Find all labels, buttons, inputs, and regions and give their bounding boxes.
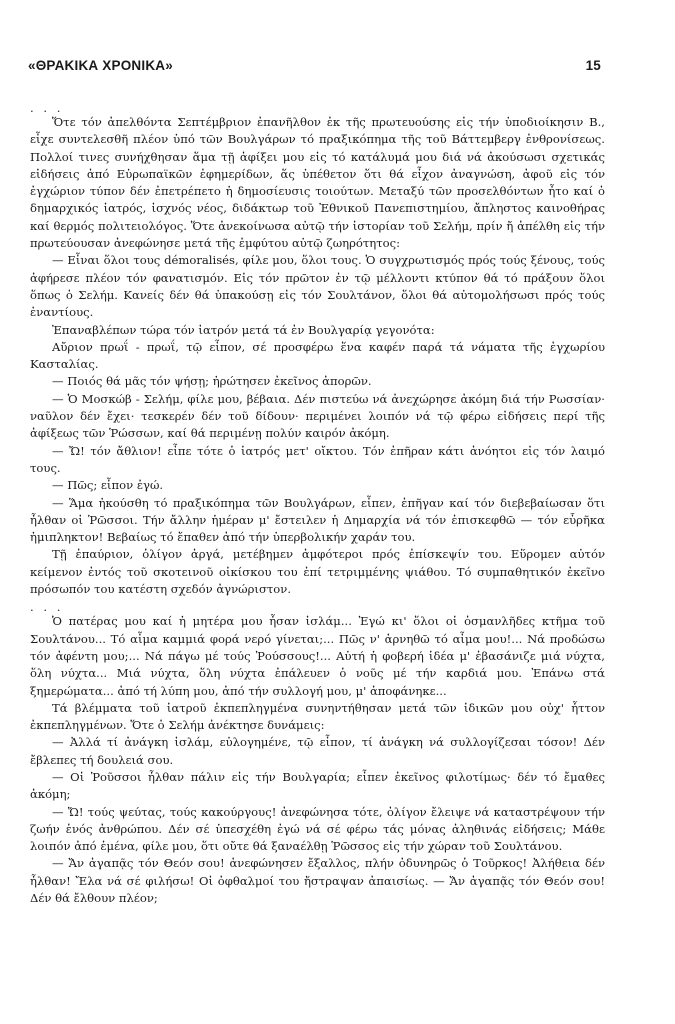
paragraph: Ὁ πατέρας μου καί ἡ μητέρα μου ἦσαν ἰσλάμ... Ἐγώ κι' ὅλοι οἱ ὀσμανλῆδες κτῆμα τοῦ Σουλτάνου... Τό αἷμα καμμιά φορά νερό γίνεται;... Πῶς ν' ἀρνηθῶ τό αἷμα μου!... Νά προδώσω τόν ἀφέντη μου;... Νά πάγω μέ τούς Ῥούσσους!... Αὐτή ἡ φοβερή ἰδέα μ' ἐβασάνιζε μιά νύχτα, ὅλη νύχτα... Μιά νύχτα, ὅλη νύχτα ἐπάλευεν ὁ νοῦς μέ τήν καρδιά μου. Ἐπάνω στά ξημερώματα... ἀπό τή λύπη μου, ἀπό τήν συλλογή μου, μ' ἀποφάνηκε... [30,614,605,698]
section-separator: . . . [30,101,64,115]
page-header [28,58,601,73]
journal-title: «ΘΡΑΚΙΚΑ ΧΡΟΝΙΚΑ» [28,58,173,73]
paragraph: Τῇ ἐπαύριον, ὀλίγον ἀργά, μετέβημεν ἀμφότεροι πρός ἐπίσκεψίν του. Εὕρομεν αὐτόν κείμενον ἐντός τοῦ σκοτεινοῦ οἰκίσκου του ἐπί τετριμμένης ψιάθου. Τό συμπαθητικόν ἐκεῖνο πρόσωπόν του κατέστη σχεδόν ἀγνώριστον. [30,547,605,597]
article-body [30,102,605,907]
section-separator: . . . [30,600,64,615]
paragraph: — Ὤ! τόν ἄθλιον! εἶπε τότε ὁ ἰατρός μετ' οἴκτου. Τόν ἐπῆραν κάτι ἀνόητοι εἰς τόν λαιμό τους. [30,443,605,475]
paragraph: Τά βλέμματα τοῦ ἰατροῦ ἐκπεπληγμένα συνηντήθησαν μετά τῶν ἰδικῶν μου οὐχ' ἧττον ἐκπεπληγμένων. Ὅτε ὁ Σελήμ ἀνέκτησε δυνάμεις: [30,700,605,733]
page-number: 15 [585,58,601,73]
paragraph: Αὔριον πρωΐ - πρωΐ, τῷ εἶπον, σέ προσφέρω ἕνα καφέν παρά τά νάματα τῆς ἐγχωρίου Κασταλίας. [30,339,605,372]
paragraph: Ὅτε τόν ἀπελθόντα Σεπτέμβριον ἐπανῆλθον ἐκ τῆς πρωτευούσης εἰς τήν ὑποδιοίκησιν Β., εἶχε συντελεσθῆ πλέον ὑπό τῶν Βουλγάρων τό πραξικόπημα τῆς τοῦ Βάττεμβεργ ἐνθρονίσεως. Πολλοί τινες συνήχθησαν ἅμα τῇ ἀφίξει μου εἰς τό κατάλυμά μου διά νά ἀκούσωσι σχετικάς εἰδήσεις ἀπό Εὐρωπαϊκῶν ἐφημερίδων, ἅς ὑπέθετον ὅτι θά εἶχον ἀναγνώση, ἀφοῦ εἰς τόν ἐγχώριον τύπον δέν ἐπετρέπετο ἡ δημοσίευσις τοιούτων. Μεταξύ τῶν προσελθόντων ἦτο καί ὁ δημαρχικός ἰατρός, ἰσχνός νέος, διδάκτωρ τοῦ Ἐθνικοῦ Πανεπιστημίου, ἄπληστος καινοθήρας καί θερμός πολιτειολόγος. Ὅτε ἀνεκοίνωσα αὐτῷ τήν ἱστορίαν τοῦ Σελήμ, πρίν ἤ ἀπέλθη εἰς τήν πρωτεύουσαν ἀνεφώνησε μετά τῆς ἐμφύτου αὐτῷ ζωηρότητος: [30,115,605,251]
paragraph: — Ἄν ἀγαπᾷς τόν Θεόν σου! ἀνεφώνησεν ἔξαλλος, πλήν ὀδυνηρῶς ὁ Τοῦρκος! Ἀλήθεια δέν ἦλθαν! Ἔλα νά σέ φιλήσω! Οἱ ὀφθαλμοί του ἤστραψαν ἀπαισίως. — Ἄν ἀγαπᾷς τόν Θεόν σου! Δέν θά ἔλθουν πλέον; [30,856,605,906]
paragraph: Ἐπαναβλέπων τώρα τόν ἰατρόν μετά τά ἐν Βουλγαρίᾳ γεγονότα: [52,322,435,337]
paragraph: — Ἅμα ἠκούσθη τό πραξικόπημα τῶν Βουλγάρων, εἶπεν, ἐπῆγαν καί τόν διεβεβαίωσαν ὅτι ἦλθαν οἱ Ῥῶσσοι. Τήν ἄλλην ἡμέραν μ' ἔστειλεν ἡ Δημαρχία νά τόν ἐπισκεφθῶ — τόν εὗρῆκα ἡμιπληκτον! Βεβαίως τό ἔπαθεν ἀπό τήν ὑπερβολικήν χαράν του. [30,495,605,545]
paragraph: — Ἀλλά τί ἀνάγκη ἰσλάμ, εὐλογημένε, τῷ εἶπον, τί ἀνάγκη νά συλλογίζεσαι τόσον! Δέν ἔβλεπες τή δουλειά σου. [30,735,605,767]
paragraph: — Πῶς; εἶπον ἐγώ. [52,478,164,493]
paragraph: — Ὁ Μοσκώβ - Σελήμ, φίλε μου, βέβαια. Δέν πιστεύω νά ἀνεχώρησε ἀκόμη διά τήν Ρωσσίαν· ναῦλον δέν ἔχει· τεσκερέν δέν τοῦ δίδουν· περιμένει λοιπόν νά τῷ φέρω εἰδήσεις περί τῆς ἀφίξεως τῶν Ῥώσσων, καί θά περιμένῃ πολύν καιρόν ἀκόμη. [30,391,605,441]
paragraph: — Ὤ! τούς ψεύτας, τούς κακούργους! ἀνεφώνησα τότε, ὀλίγον ἔλειψε νά καταστρέψουν τήν ζωήν ἑνός ἀνθρώπου. Δέν σέ ὑπεσχέθη ἐγώ νά σέ φέρω τάς μόνας ἀληθινάς εἰδήσεις; Μάθε λοιπόν ἀπό ἐμένα, φίλε μου, ὅτι οὔτε θά ξαναέλθῃ Ῥῶσσος εἰς τήν χώραν τοῦ Σουλτάνου. [30,804,605,854]
paragraph: — Οἱ Ῥοῦσσοι ἦλθαν πάλιν εἰς τήν Βουλγαρία; εἶπεν ἐκεῖνος φιλοτίμως· δέν τό ἔμαθες ἀκόμη; [30,769,605,802]
paragraph: — Ποιός θά μᾶς τόν ψήσῃ; ἠρώτησεν ἐκεῖνος ἀπορῶν. [52,374,372,389]
paragraph: — Εἶναι ὅλοι τους démoralisés, φίλε μου, ὅλοι τους. Ὁ συγχρωτισμός πρός τούς ξένους, τούς ἀφήρεσε πλέον τόν φανατισμόν. Εἰς τόν πρῶτον ἐν τῷ μέλλοντι κτύπον θά τό πράξουν ὅλοι ὅπως ὁ Σελήμ. Κανείς δέν θά ὑπακούσῃ εἰς τόν Σουλτάνον, ὅλοι θά αὐτομολήσωσι πρός τούς ἐναντίους. [30,253,605,320]
